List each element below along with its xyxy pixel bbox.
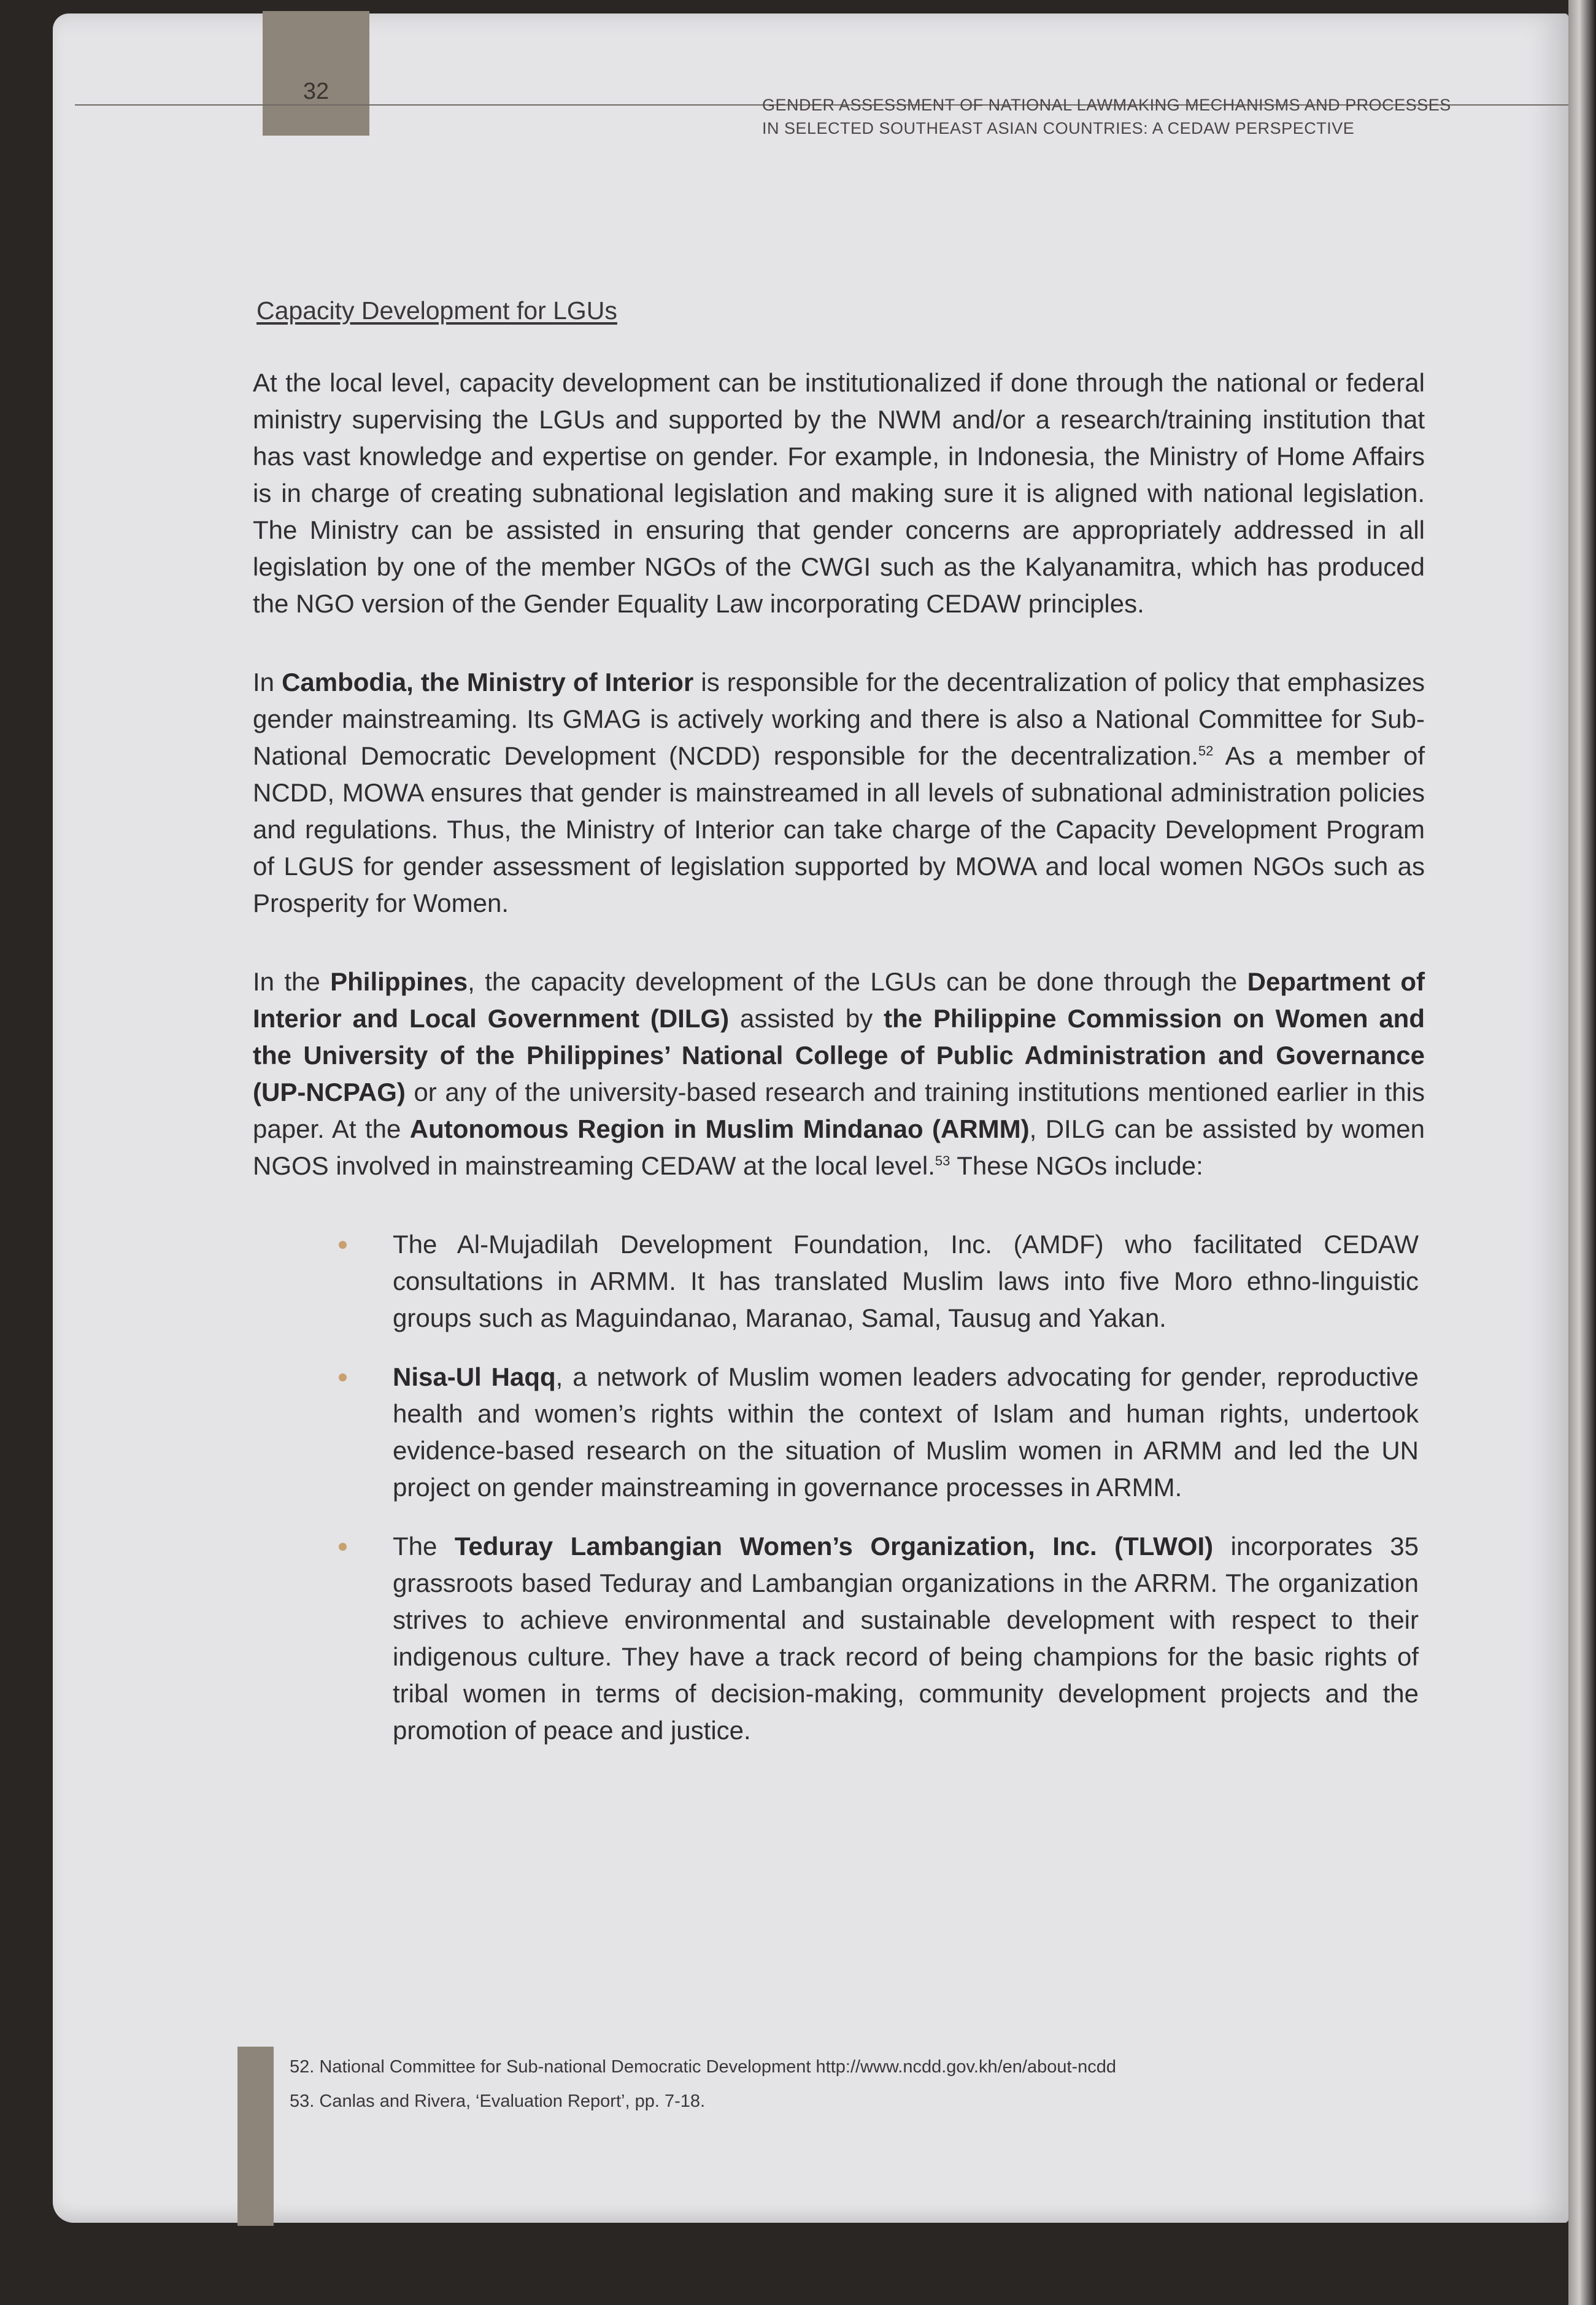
section-title: Capacity Development for LGUs xyxy=(256,296,617,325)
footnote-bar xyxy=(237,2047,274,2226)
paragraph-indonesia: At the local level, capacity development can be institutionalized if done through the national or federal ministry supervising the LGUs and supported by the NWM and/or a research/training institution that has vast knowledge and expertise on gender. For example, in Indonesia, the Ministry of Home Affairs is in charge of creating subnational legislation and making sure it is aligned with national legislation. The Ministry can be assisted in ensuring that gender concerns are appropriately addressed in all legislation by one of the member NGOs of the CWGI such as the Kalyanamitra, which has produced the NGO version of the Gender Equality Law incorporating CEDAW principles. xyxy=(253,368,1425,618)
bold-run: Department of Interior and Local Government (DILG) xyxy=(253,967,1425,1033)
list-item-text xyxy=(393,1359,1419,1506)
list-item-nisa-ul-haqq xyxy=(393,1359,1419,1506)
text-run: In the xyxy=(253,967,331,996)
text-run: The Al-Mujadilah Development Foundation, Inc. (AMDF) who facilitated CEDAW consultations in ARMM. It has translated Muslim laws into five Moro ethno-linguistic groups such as Maguindanao, Maranao, Samal, Tausug and Yakan. xyxy=(393,1230,1419,1332)
running-head xyxy=(762,93,1498,140)
ngo-list xyxy=(253,1226,1425,1749)
bold-run: Nisa-Ul Haqq xyxy=(393,1362,556,1391)
main-content xyxy=(253,292,1425,1771)
text-run: The xyxy=(393,1532,455,1561)
bold-run: Cambodia, the Ministry of Interior xyxy=(282,668,694,697)
text-run: As a member of NCDD, MOWA ensures that gender is mainstreamed in all levels of subnational administration policies and regulations. Thus, the Ministry of Interior can take charge of the Capacity Development Program of LGUS for gender assessment of legislation supported by MOWA and local women NGOs such as Prosperity for Women. xyxy=(253,741,1425,917)
bold-run: Teduray Lambangian Women’s Organization, Inc. (TLWOI) xyxy=(454,1532,1214,1561)
text-run: is responsible for the decentralization of policy that emphasizes gender mainstreaming. Its GMAG is actively working and there is also a National Committee for Sub-National Democratic Development (NCDD) responsible for the decentralization. xyxy=(253,668,1425,770)
text-run: , a network of Muslim women leaders advocating for gender, reproductive health and women’s rights within the context of Islam and human rights, undertook evidence-based research on the situation of Muslim women in ARMM and led the UN project on gender mainstreaming in governance processes in ARMM. xyxy=(393,1362,1419,1502)
bullet-icon xyxy=(339,1373,347,1381)
footnote-ref-53[interactable]: 53 xyxy=(935,1153,950,1168)
bullet-icon xyxy=(339,1543,347,1551)
bullet-icon xyxy=(339,1241,347,1249)
text-run: , the capacity development of the LGUs can be done through the xyxy=(468,967,1247,996)
footnote-53: 53. Canlas and Rivera, ‘Evaluation Report’, pp. 7-18. xyxy=(290,2091,706,2111)
text-run: These NGOs include: xyxy=(950,1151,1203,1180)
page-number-tab xyxy=(263,11,369,136)
paragraph-philippines xyxy=(253,963,1425,1184)
list-item-text xyxy=(393,1226,1419,1337)
text-run: incorporates 35 grassroots based Teduray and Lambangian organizations in the ARRM. The organization strives to achieve environmental and sustainable development with respect to their indigenous culture. They have a track record of being champions for the basic rights of tribal women in terms of decision-making, community development projects and the promotion of peace and justice. xyxy=(393,1532,1419,1745)
list-item-tlwoi xyxy=(393,1528,1419,1749)
bold-run: the Philippine Commission on Women and the University of the Philippines’ National College of Public Administration and Governance (UP-NCPAG) xyxy=(253,1004,1425,1106)
footnotes xyxy=(290,2050,1333,2118)
running-head-line-2: IN SELECTED SOUTHEAST ASIAN COUNTRIES: A CEDAW PERSPECTIVE xyxy=(762,119,1355,137)
page-number: 32 xyxy=(303,79,330,104)
list-item-text xyxy=(393,1528,1419,1749)
footnote-52: 52. National Committee for Sub-national Democratic Development http://www.ncdd.gov.kh/en/about-ncdd xyxy=(290,2057,1117,2077)
list-item-amdf xyxy=(393,1226,1419,1337)
book-edge xyxy=(1568,0,1596,2305)
paragraph-cambodia xyxy=(253,664,1425,922)
text-run: , DILG can be assisted by women NGOS involved in mainstreaming CEDAW at the local level. xyxy=(253,1114,1425,1180)
running-head-line-1: GENDER ASSESSMENT OF NATIONAL LAWMAKING MECHANISMS AND PROCESSES xyxy=(762,96,1451,114)
text-run: assisted by xyxy=(729,1004,884,1033)
footnote-ref-52[interactable]: 52 xyxy=(1198,743,1214,759)
bold-run: Autonomous Region in Muslim Mindanao (ARMM) xyxy=(409,1114,1030,1143)
text-run: or any of the university-based research and training institutions mentioned earlier in this paper. At the xyxy=(253,1078,1425,1143)
bold-run: Philippines xyxy=(330,967,468,996)
text-run: In xyxy=(253,668,282,697)
